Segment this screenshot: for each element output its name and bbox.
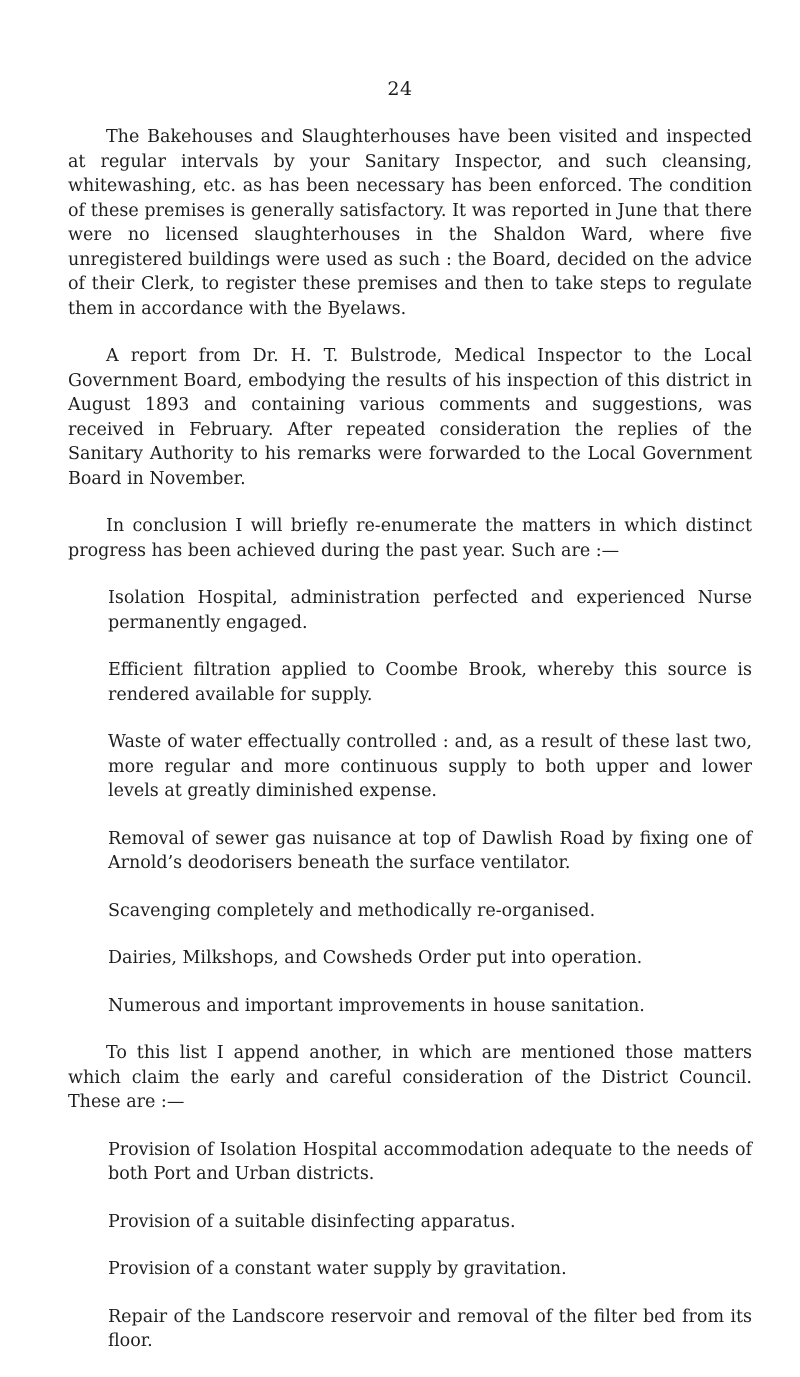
document-body — [68, 125, 752, 1377]
progress-list — [68, 586, 752, 1018]
consideration-item-isolation-accommodation: Provision of Isolation Hospital accommodation adequate to the needs of both Port and Urban districts. — [108, 1139, 752, 1184]
progress-item-isolation-hospital: Isolation Hospital, administration perfected and experienced Nurse permanently engaged. — [108, 588, 752, 633]
progress-item-water-waste: Waste of water effectually controlled : and, as a result of these last two, more regular and more continuous supply to both upper and lower levels at greatly diminished expense. — [108, 732, 752, 801]
page-number: 24 — [387, 78, 413, 100]
progress-item-house-sanitation: Numerous and important improvements in house sanitation. — [108, 995, 645, 1016]
progress-item-sewer-gas: Removal of sewer gas nuisance at top of Dawlish Road by fixing one of Arnold’s deodorisers beneath the surface ventilator. — [108, 828, 752, 873]
paragraph-conclusion: In conclusion I will briefly re-enumerate the matters in which distinct progress has been achieved during the past year. Such are :— — [68, 516, 752, 561]
consideration-item-landscore-reservoir: Repair of the Landscore reservoir and removal of the filter bed from its floor. — [108, 1306, 752, 1351]
consideration-list — [68, 1138, 752, 1354]
consideration-item-disinfecting-apparatus: Provision of a suitable disinfecting apparatus. — [108, 1211, 516, 1232]
paragraph-bakehouses: The Bakehouses and Slaughterhouses have been visited and inspected at regular intervals by your Sanitary Inspector, and such cleansing, whitewashing, etc. as has been necessary has been enforced. The condition of these premises is generally satisfactory. It was reported in June that there were no licensed slaughterhouses in the Shaldon Ward, where five unregistered buildings were used as such : the Board, decided on the advice of their Clerk, to register these premises and then to take steps to regulate them in accordance with the Byelaws. — [68, 127, 752, 319]
progress-item-scavenging: Scavenging completely and methodically re-organised. — [108, 900, 596, 921]
paragraph-second-list-intro: To this list I append another, in which are mentioned those matters which claim the early and careful consideration of the District Council. These are :— — [68, 1043, 752, 1112]
consideration-item-gravitation-supply: Provision of a constant water supply by gravitation. — [108, 1259, 567, 1279]
paragraph-bulstrode-report: A report from Dr. H. T. Bulstrode, Medical Inspector to the Local Government Board, embodying the results of his inspection of this district in August 1893 and containing various comments and suggestions, was received in February. After repeated consideration the replies of the Sanitary Authority to his remarks were forwarded to the Local Government Board in November. — [68, 346, 752, 489]
progress-item-dairies: Dairies, Milkshops, and Cowsheds Order put into operation. — [108, 948, 643, 968]
progress-item-filtration: Efficient filtration applied to Coombe Brook, whereby this source is rendered available for supply. — [108, 660, 752, 705]
